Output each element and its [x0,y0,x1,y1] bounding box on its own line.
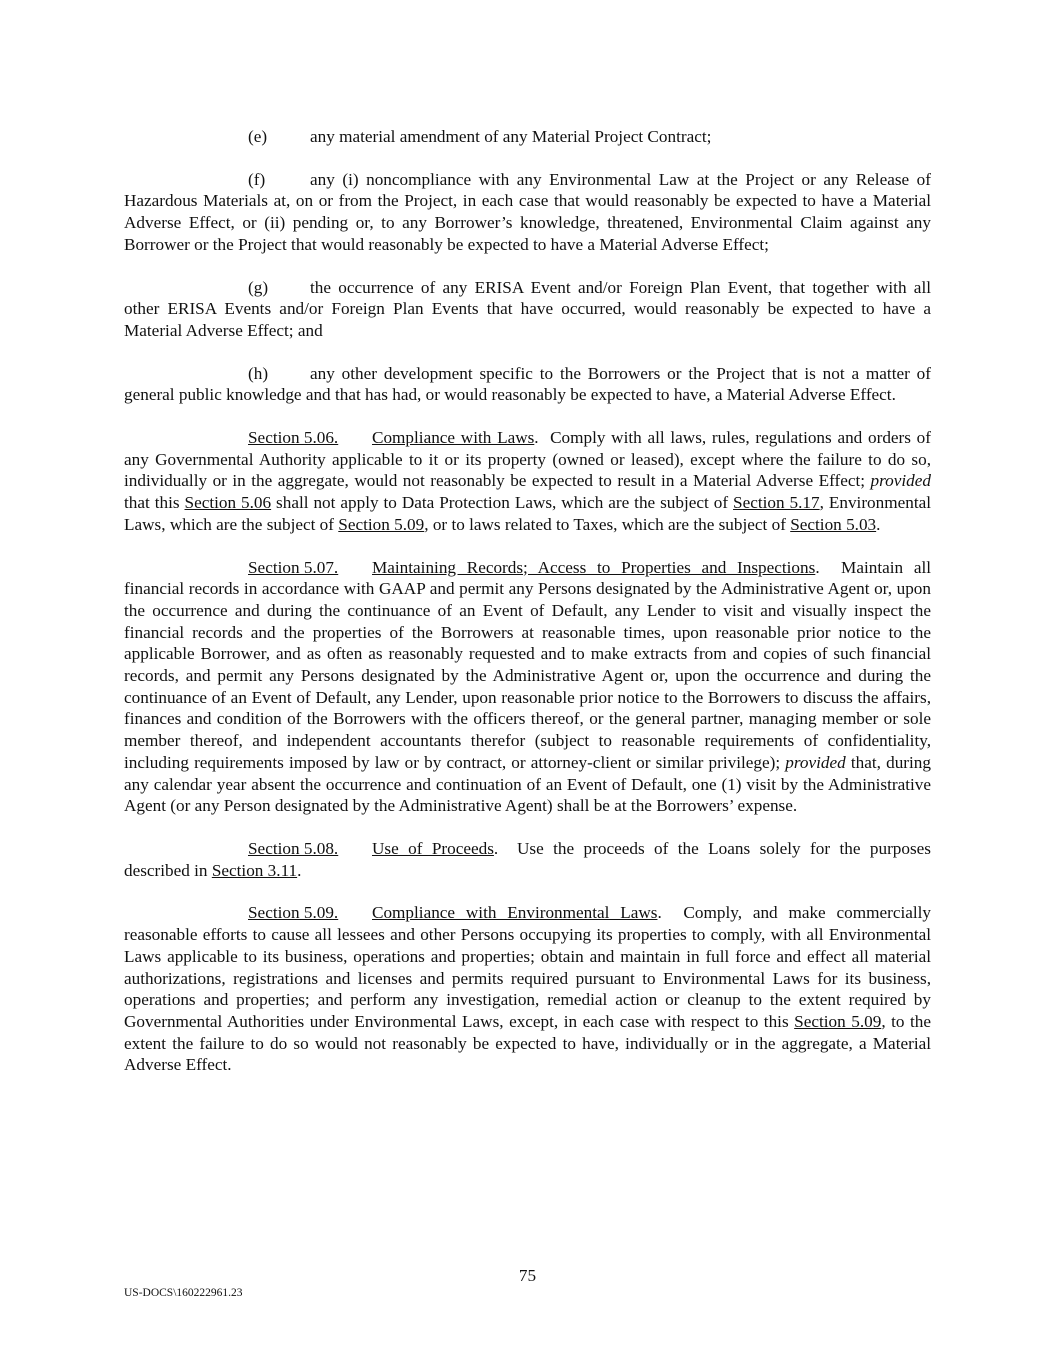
document-id: US-DOCS\160222961.23 [124,1287,243,1299]
section-text: , to the extent the failure to do so would not reasonably be expected to have, individually or in the aggregate, a Material Adverse Effect. [124,1011,931,1075]
section-title: Use of Proceeds [372,838,494,858]
item-e [124,126,931,148]
item-label: (h) [248,363,269,383]
document-page [124,126,931,1097]
cross-reference: Section 5.09 [794,1011,882,1031]
provided-term: provided [870,471,931,491]
item-text: any material amendment of any Material Project Contract; [310,127,712,146]
section-number: Section 5.08. [248,838,339,858]
item-h [124,363,931,406]
section-title: Compliance with Laws [372,428,535,448]
section-title: Maintaining Records; Access to Properties and Inspections [372,557,816,577]
item-text: any (i) noncompliance with any Environmental Law at the Project or any Release of Hazardous Materials at, on or from the Project, in each case that would reasonably be expected to have a Material Adverse Effect, or (ii) pending or, to any Borrower’s knowledge, threatened, Environmental Claim against any Borrower or the Project that would reasonably be expected to have a Material Adverse Effect; [124,169,931,254]
item-g [124,277,931,342]
section-text: Comply with all laws, rules, regulations and orders of any Governmental Authority applicable to it or its property (owned or leased), except where the failure to do so, individually or in the aggregate, would not reasonably be expected to result in a Material Adverse Effect; [124,428,931,491]
section-5-07: Section 5.07. Maintaining Records; Access to Properties and Inspections. Maintain all financial records in accordance with GAAP and permit any Persons designated by the Administrative Agent or, upon the occurrence and during the continuance of an Event of Default, any Lender to visit and visually inspect the financial records and the properties of the Borrowers at reasonable times, upon reasonable prior notice to the applicable Borrower, and as often as reasonably requested and to make extracts from and copies of such financial records, and permit any Persons designated by the Administrative Agent or, upon the occurrence and during the continuance of an Event of Default, any Lender, upon reasonable prior notice to the Borrowers to discuss the affairs, finances and condition of the Borrowers with the officers thereof, or the general partner, managing member or sole member thereof, and independent accountants therefor (subject to reasonable requirements of confidentiality, including requirements imposed by law or by contract, or attorney-client or similar privilege); provided that, during any calendar year absent the occurrence and continuation of an Event of Default, one (1) visit by the Administrative Agent (or any Person designated by the Administrative Agent) shall be at the Borrowers’ expense. [124,557,931,816]
section-5-06: Section 5.06. Compliance with Laws. Comply with all laws, rules, regulations and orders of any Governmental Authority applicable to it or its property (owned or leased), except where the failure to do so, individually or in the aggregate, would not reasonably be expected to result in a Material Adverse Effect; provided that this Section 5.06 shall not apply to Data Protection Laws, which are the subject of Section 5.17, Environmental Laws, which are the subject of Section 5.09, or to laws related to Taxes, which are the subject of Section 5.03. [124,428,931,534]
section-text: , Environmental Laws, which are the subject of [124,493,931,534]
section-title: Compliance with Environmental Laws [372,903,658,923]
provided-term: provided [785,752,846,772]
section-text: . [297,860,302,880]
section-text: shall not apply to Data Protection Laws, which are the subject of [271,493,734,513]
item-label: (g) [248,277,269,297]
section-number: Section 5.09. [248,903,339,923]
section-text: Maintain all financial records in accordance with GAAP and permit any Persons designated by the Administrative Agent or, upon the occurrence and during the continuance of an Event of Default, any Lender to visit and visually inspect the financial records and the properties of the Borrowers at reasonable times, upon reasonable prior notice to the applicable Borrower, and as often as reasonably requested and to make extracts from and copies of such financial records, and permit any Persons designated by the Administrative Agent or, upon the occurrence and during the continuance of an Event of Default, any Lender, upon reasonable prior notice to the Borrowers to discuss the affairs, finances and condition of the Borrowers with the officers thereof, or the general partner, managing member or sole member thereof, and independent accountants therefor (subject to reasonable requirements of confidentiality, including requirements imposed by law or by contract, or attorney-client or similar privilege); [124,557,931,772]
section-text: Comply, and make commercially reasonable efforts to cause all lessees and other Persons occupying its properties to comply, with all Environmental Laws applicable to its business, operations and properties; obtain and maintain in full force and effect all material authorizations, registrations and licenses and permits required pursuant to Environmental Laws for its business, operations and properties; and perform any investigation, remedial action or cleanup to the extent required by Governmental Authorities under Environmental Laws, except, in each case with respect to this [124,903,931,1031]
item-label: (f) [248,169,266,189]
item-text: the occurrence of any ERISA Event and/or Foreign Plan Event, that together with all other ERISA Events and/or Foreign Plan Events that have occurred, would reasonably be expected to have a Material Adverse Effect; and [124,277,931,340]
cross-reference: Section 5.06 [184,493,272,513]
section-5-09: Section 5.09. Compliance with Environmental Laws. Comply, and make commercially reasonable efforts to cause all lessees and other Persons occupying its properties to comply, with all Environmental Laws applicable to its business, operations and properties; obtain and maintain in full force and effect all material authorizations, registrations and licenses and permits required pursuant to Environmental Laws for its business, operations and properties; and perform any investigation, remedial action or cleanup to the extent required by Governmental Authorities under Environmental Laws, except, in each case with respect to this Section 5.09, to the extent the failure to do so would not reasonably be expected to have, individually or in the aggregate, a Material Adverse Effect. [124,903,931,1075]
section-text: Use the proceeds of the Loans solely for the purposes described in [124,838,931,880]
section-5-08: Section 5.08. Use of Proceeds. Use the proceeds of the Loans solely for the purposes described in Section 3.11. [124,838,931,880]
section-number: Section 5.06. [248,428,339,448]
section-text: . [876,514,881,534]
item-text: any other development specific to the Borrowers or the Project that is not a matter of general public knowledge and that has had, or would reasonably be expected to have, a Material Adverse Effect. [124,363,931,405]
page-number: 75 [518,1266,537,1285]
cross-reference: Section 5.17 [733,493,820,513]
item-label: (e) [248,127,268,146]
item-f [124,169,931,256]
section-text: that, during any calendar year absent the occurrence and continuation of an Event of Default, one (1) visit by the Administrative Agent (or any Person designated by the Administrative Agent) shall be at the Borrowers’ expense. [124,752,931,816]
cross-reference: Section 5.03 [790,514,877,534]
cross-reference: Section 5.09 [338,514,425,534]
section-number: Section 5.07. [248,557,339,577]
section-text: , or to laws related to Taxes, which are the subject of [424,514,791,534]
section-text: that this [124,493,185,513]
cross-reference: Section 3.11 [211,860,298,880]
